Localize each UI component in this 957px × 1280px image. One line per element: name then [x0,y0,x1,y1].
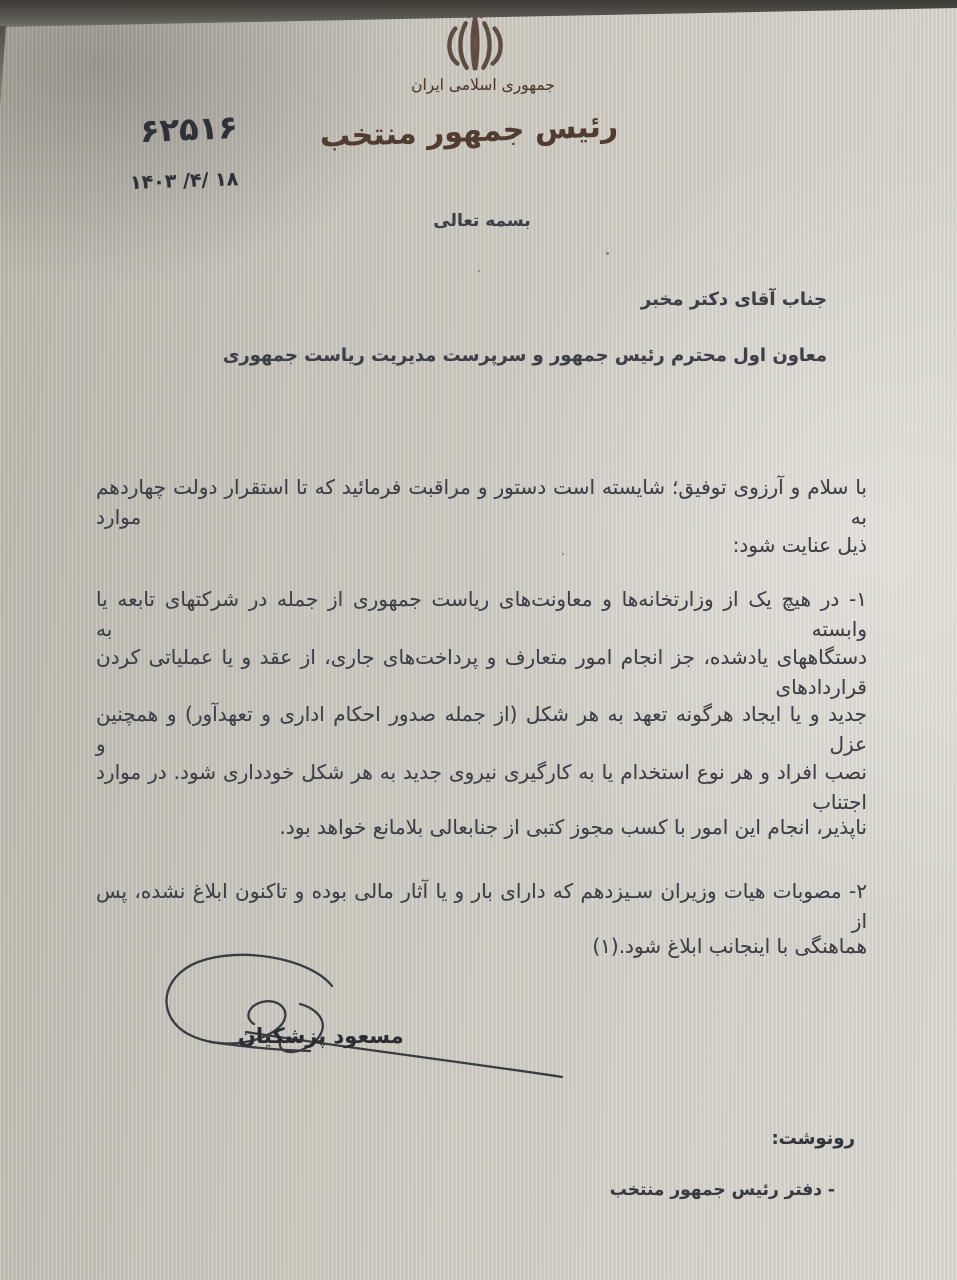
iran-emblem-icon [441,13,509,75]
signature-name: مسعود پزشکیان [238,1024,404,1048]
signature-scribble [148,946,578,1091]
item1-line-2: دستگاههای یادشده، جز انجام امور متعارف و پرداخت‌های جاری، از عقد و یا عملیاتی کردن قراردادهای [96,645,867,699]
invocation-besmellah: بسمه تعالی [433,211,531,231]
photo-left-edge [0,26,6,110]
signature-block [148,946,578,1091]
scan-speck [606,252,609,255]
item1-line-5: ناپذیر، انجام این امور با کسب مجوز کتبی از جنابعالی بلامانع خواهد بود. [279,815,867,839]
registration-number: ۶۲۵۱۶ [139,107,239,151]
item1-line-1: ۱- در هیچ یک از وزارتخانه‌ها و معاونت‌های ریاست جمهوری از جمله در شرکتهای تابعه یا وابسته به [96,587,867,641]
scan-speck [478,270,480,272]
item1-line-4: نصب افراد و هر نوع استخدام یا به کارگیری نیروی جدید به هر شکل خودداری شود. در موارد اجتناب [96,760,867,814]
recipient-name: جناب آقای دکتر مخبر [640,289,827,310]
item2-line-1: ۲- مصوبات هیات وزیران سـیزدهم که دارای بار و یا آثار مالی بوده و تاکنون ابلاغ نشده، پس از [96,879,867,933]
item1-line-3: جدید و یا ایجاد هرگونه تعهد به هر شکل (از جمله صدور احکام اداری و تعهدآور) و همچنین عزل و [96,702,867,756]
registration-date: ۱۴۰۳ /۴/ ۱۸ [129,168,239,194]
item2-line-2: هماهنگی با اینجانب ابلاغ شود.(۱) [592,934,867,958]
copy-section-item: - دفتر رئیس جمهور منتخب [609,1180,835,1200]
letterhead-org-name: جمهوری اسلامی ایران [411,76,555,94]
recipient-title: معاون اول محترم رئیس جمهور و سرپرست مدیریت ریاست جمهوری [222,345,827,366]
scan-speck [562,553,564,555]
opening-line-2: ذیل عنایت شود: [732,533,867,557]
copy-section-label: رونوشت: [771,1128,855,1149]
opening-line-1: با سلام و آرزوی توفیق؛ شایسته است دستور و مراقبت فرمائید که تا استقرار دولت چهاردهم به موارد [96,475,867,529]
letterhead-title: رئیس جمهور منتخب [319,109,619,155]
